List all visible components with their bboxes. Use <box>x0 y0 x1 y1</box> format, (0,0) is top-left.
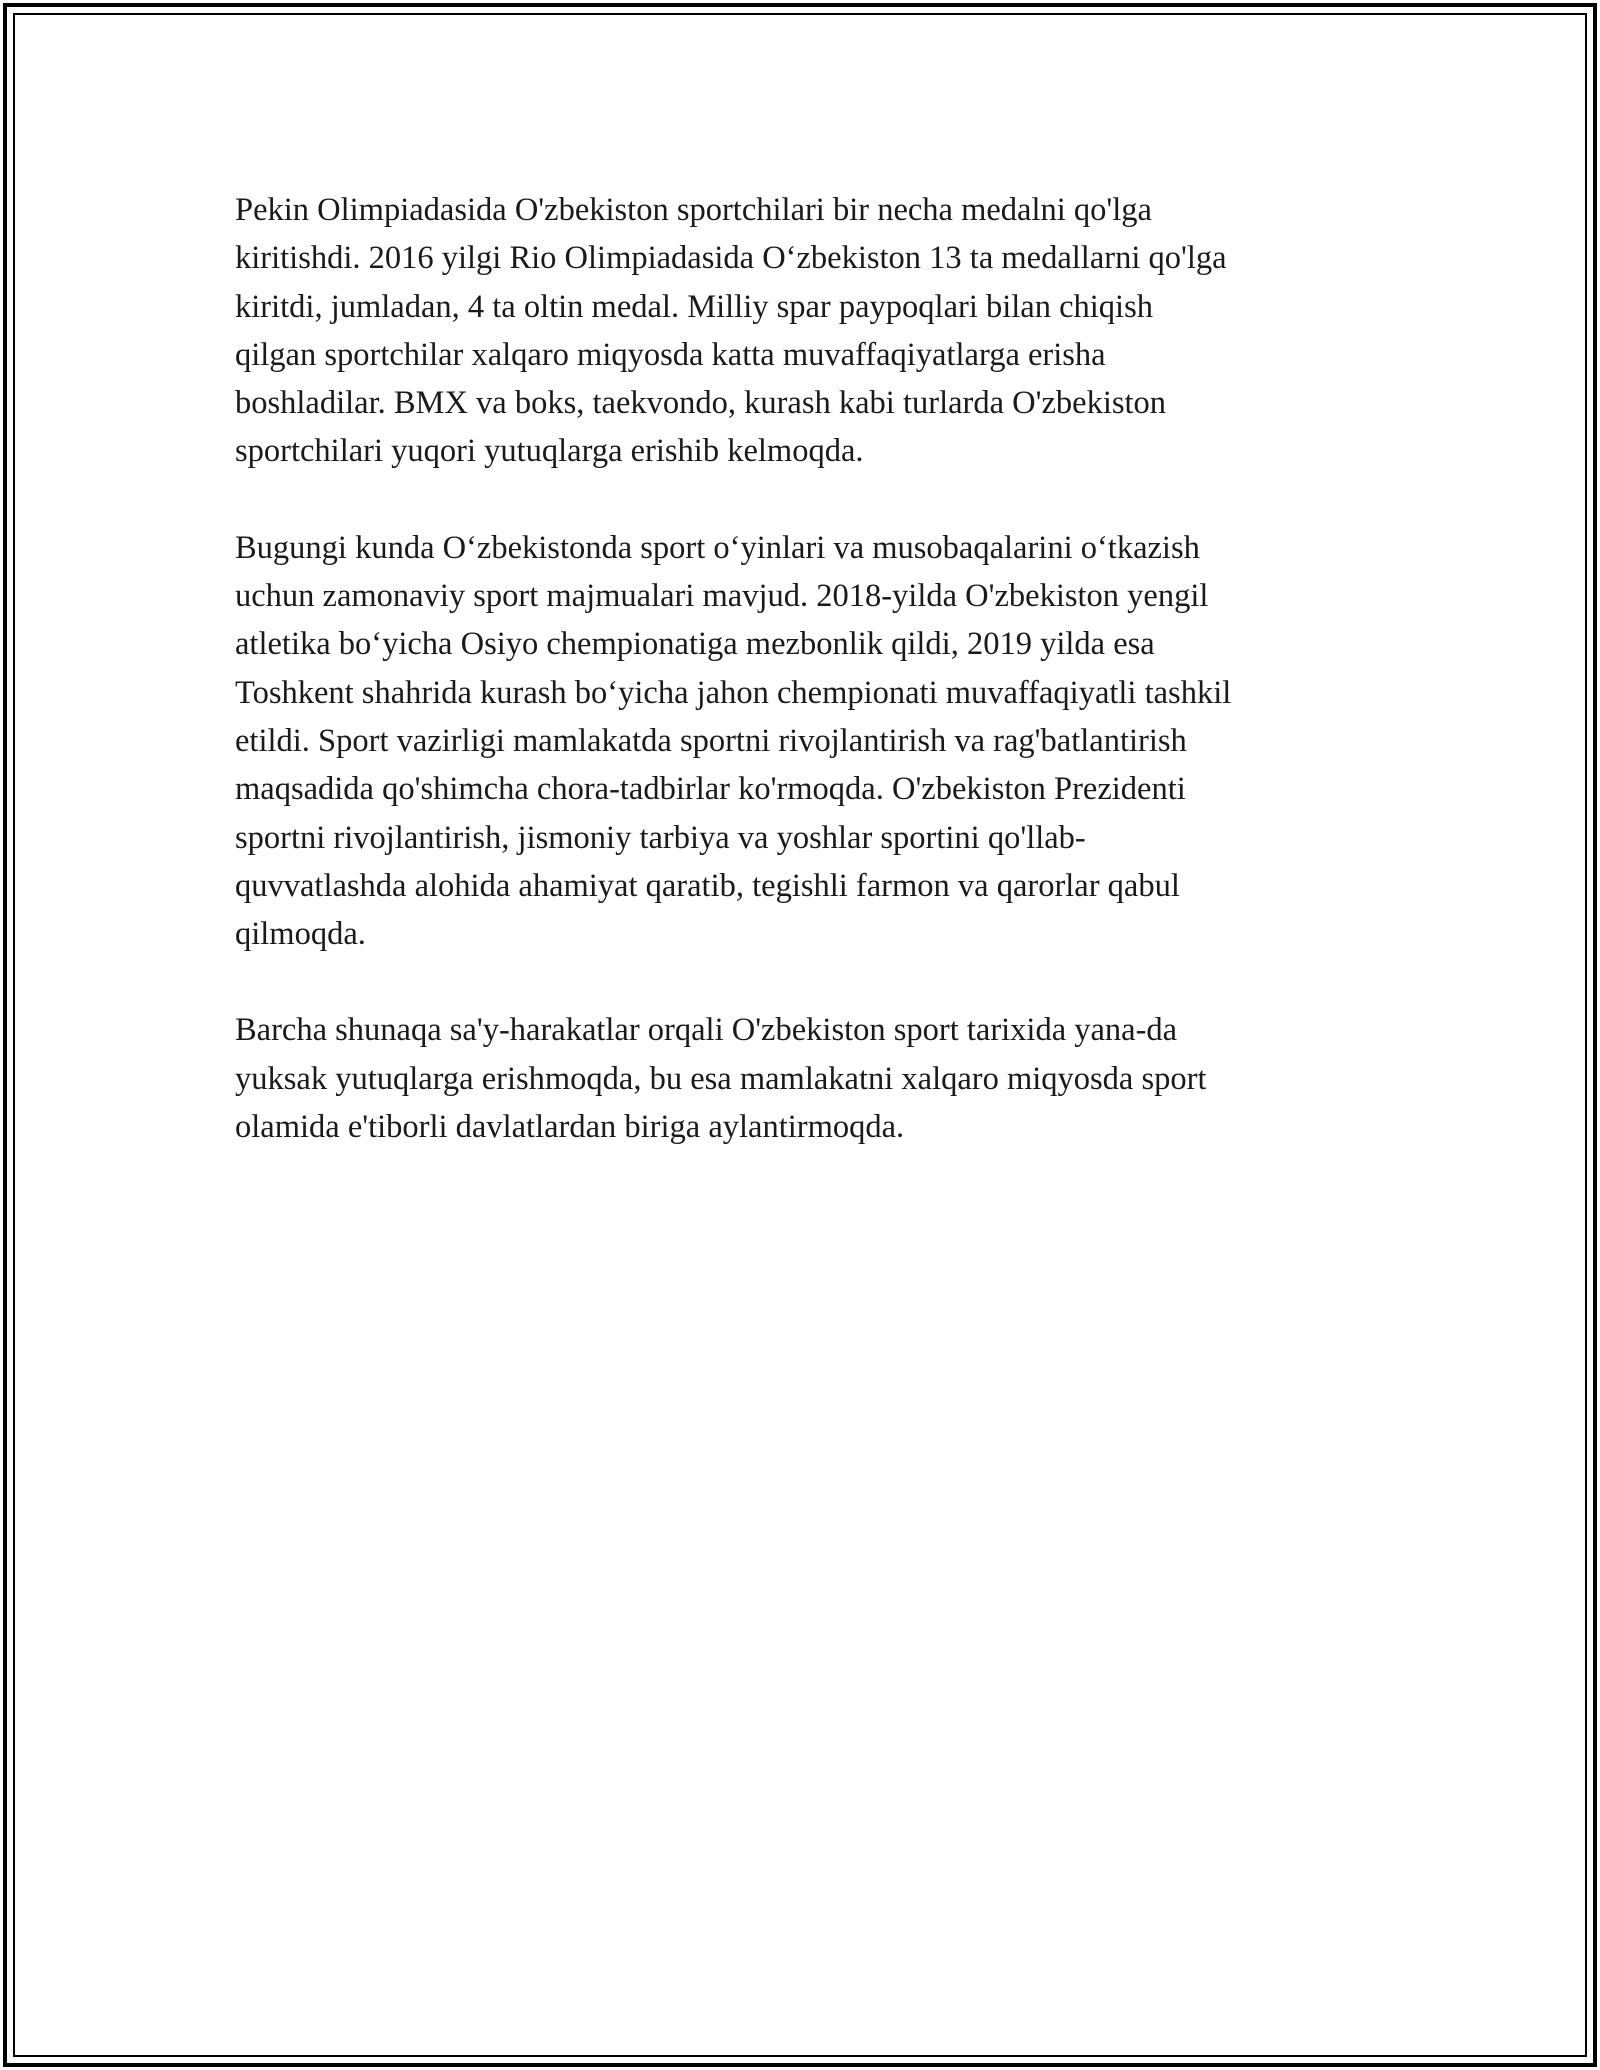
document-body <box>235 186 1375 1199</box>
paragraph-conclusion: Barcha shunaqa sa'y-harakatlar orqali O'zbekiston sport tarixida yana-da yuksak yutuqlarga erishmoqda, bu esa mamlakatni xalqaro miqyosda sport olamida e'tiborli davlatlardan biriga aylantirmoqda. <box>235 1012 1207 1146</box>
paragraph-olympics: Pekin Olimpiadasida O'zbekiston sportchilari bir necha medalni qo'lga kiritishdi. 2016 yilgi Rio Olimpiadasida O‘zbekiston 13 ta medallarni qo'lga kiritdi, jumladan, 4 ta oltin medal. Milliy spar paypoqlari bilan chiqish qilgan sportchilar xalqaro miqyosda katta muvaffaqiyatlarga erisha boshladilar. BMX va boks, taekvondo, kurash kabi turlarda O'zbekiston sportchilari yuqori yutuqlarga erishib kelmoqda. <box>235 192 1227 470</box>
paragraph-sport-facilities: Bugungi kunda O‘zbekistonda sport o‘yinlari va musobaqalarini o‘tkazish uchun zamonaviy sport majmualari mavjud. 2018-yilda O'zbekiston yengil atletika bo‘yicha Osiyo chempionatiga mezbonlik qildi, 2019 yilda esa Toshkent shahrida kurash bo‘yicha jahon chempionati muvaffaqiyatli tashkil etildi. Sport vazirligi mamlakatda sportni rivojlantirish va rag'batlantirish maqsadida qo'shimcha chora-tadbirlar ko'rmoqda. O'zbekiston Prezidenti sportni rivojlantirish, jismoniy tarbiya va yoshlar sportini qo'llab- quvvatlashda alohida ahamiyat qaratib, tegishli farmon va qarorlar qabul qilmoqda. <box>235 529 1232 953</box>
